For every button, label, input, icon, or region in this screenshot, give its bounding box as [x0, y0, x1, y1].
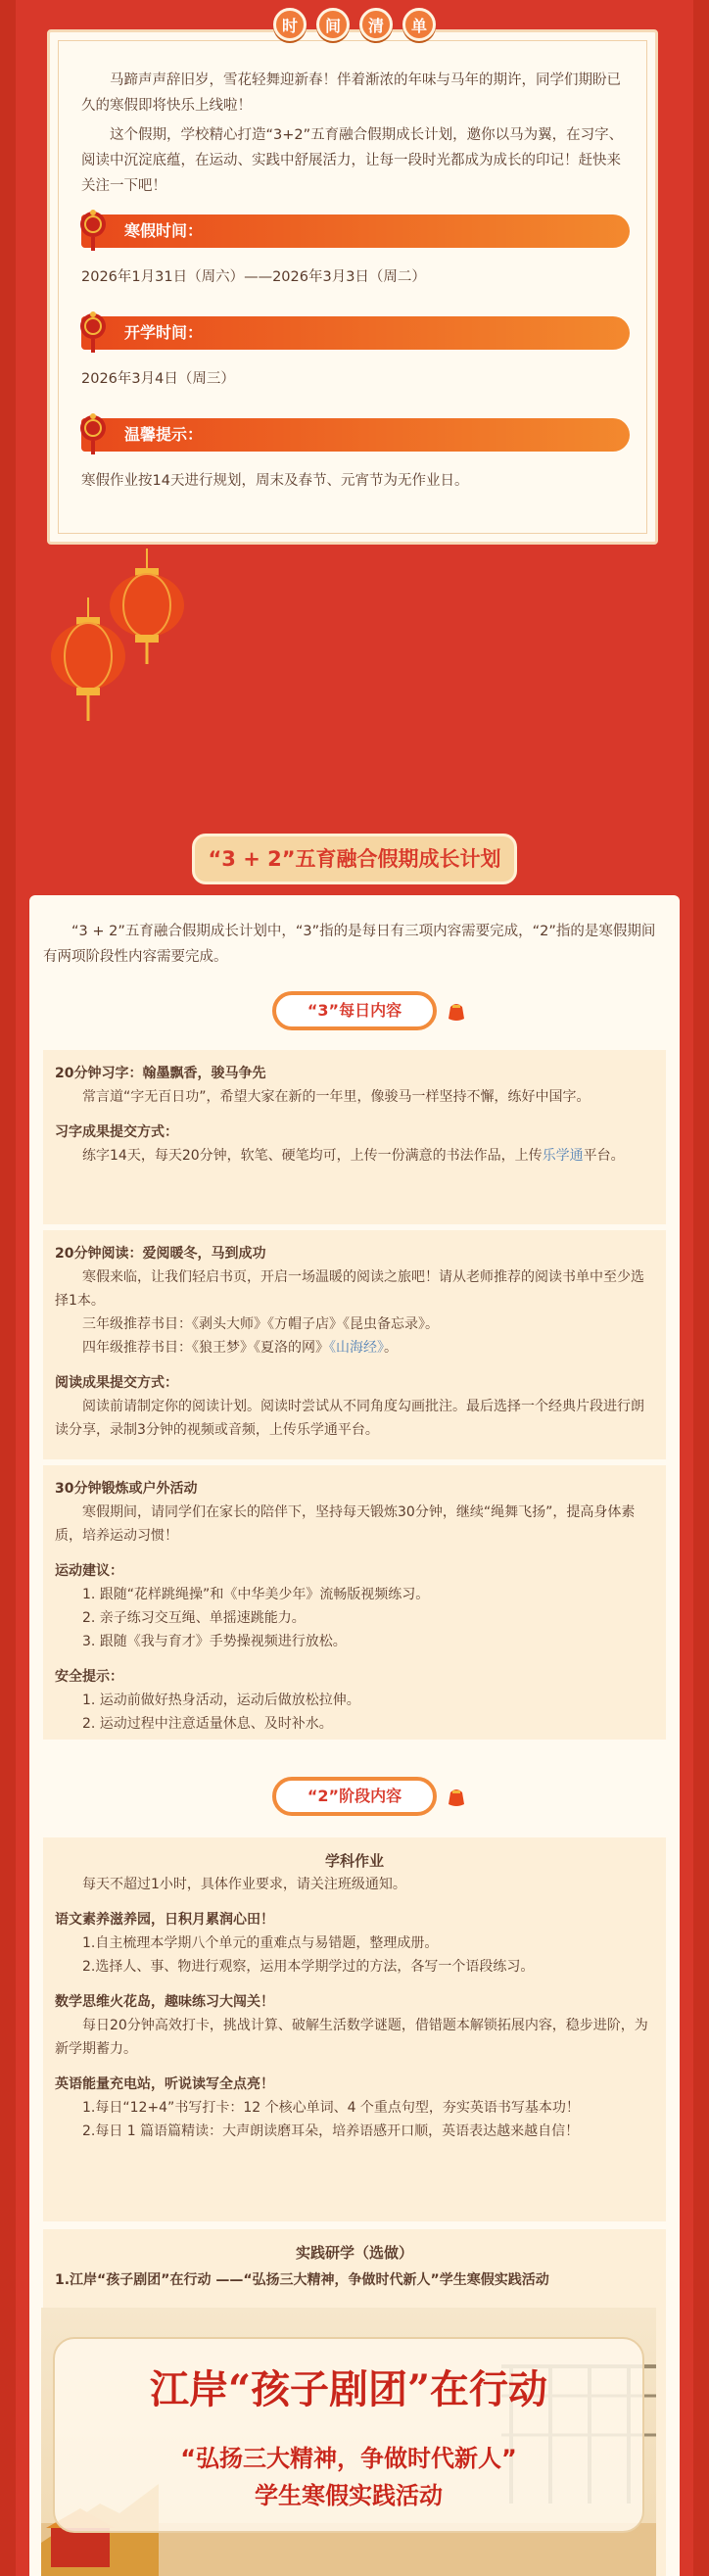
title-char: 时	[273, 8, 307, 41]
tips-text: 寒假作业按14天进行规划，周末及春节、元宵节为无作业日。	[81, 473, 469, 489]
calligraphy-block	[43, 1050, 666, 1224]
activity-poster	[41, 2308, 656, 2576]
safety-item: 1. 运动前做好热身活动，运动后做放松拉伸。	[82, 1693, 360, 1708]
grade4-books: 四年级推荐书目：《狼王梦》《夏洛的网》《山海经》。	[82, 1340, 398, 1356]
english-item: 1.每日“12+4”书写打卡：12 个核心单词、4 个重点句型，夯实英语书写基本功！	[82, 2100, 580, 2116]
calligraphy-submit-title: 习字成果提交方式：	[55, 1124, 178, 1140]
title-char: 清	[359, 8, 393, 41]
poster-title: 江岸“孩子剧团”在行动	[149, 2366, 547, 2412]
exercise-body: 寒假期间，请同学们在家长的陪伴下，坚持每天锻炼30分钟，继续“绳舞飞扬”，提高身体素质，培养运动习惯！	[55, 1504, 636, 1544]
math-title: 数学思维火花岛，趣味练习大闯关！	[55, 1994, 274, 2010]
lucky-bag-icon	[445, 1785, 468, 1808]
left-border	[0, 0, 16, 2576]
lexuetong-link[interactable]: 乐学通	[542, 1148, 584, 1164]
english-title: 英语能量充电站，听说读写全点亮！	[55, 2076, 274, 2092]
advice-item: 3. 跟随《我与育才》手势操视频进行放松。	[82, 1634, 347, 1649]
tips-header	[81, 418, 630, 452]
poster-subtitle: 学生寒假实践活动	[255, 2482, 443, 2509]
schedule-card	[47, 29, 658, 545]
school-start-header	[81, 316, 630, 350]
chinese-knot-icon	[73, 209, 113, 254]
right-border	[693, 0, 709, 2576]
chinese-knot-icon	[73, 310, 113, 356]
lucky-bag-icon	[445, 999, 468, 1023]
reading-submit-title: 阅读成果提交方式：	[55, 1375, 178, 1391]
practice-item: 1.江岸“孩子剧团”在行动 ——“弘扬三大精神，争做时代新人”学生寒假实践活动	[55, 2272, 549, 2288]
chinese-title: 语文素养滋养园，日积月累润心田！	[55, 1912, 274, 1928]
grade3-books: 三年级推荐书目：《剥头大师》《方帽子店》《昆虫备忘录》。	[82, 1316, 439, 1332]
exercise-title: 30分钟锻炼或户外活动	[55, 1481, 198, 1497]
math-body: 每日20分钟高效打卡，挑战计算、破解生活数学谜题，借错题本解锁拓展内容，稳步进阶，为新学期蓄力。	[55, 2018, 648, 2057]
intro-paragraph-1: 马蹄声声辞旧岁，雪花轻舞迎新春！伴着渐浓的年味与马年的期许，同学们期盼已久的寒假即将快乐上线啦！	[81, 72, 621, 114]
practice-title: 实践研学（选做）	[295, 2244, 413, 2262]
exercise-block	[43, 1465, 666, 1740]
winter-break-header	[81, 215, 630, 248]
school-start-date: 2026年3月4日（周三）	[81, 371, 235, 387]
calligraphy-title: 20分钟习字：翰墨飘香，骏马争先	[55, 1066, 266, 1081]
winter-break-label: 寒假时间：	[124, 221, 204, 240]
exercise-advice-title: 运动建议：	[55, 1563, 123, 1579]
plan-card	[29, 895, 680, 2576]
subject-homework-block	[43, 1837, 666, 2221]
intro-paragraph-2: 这个假期，学校精心打造“3+2”五育融合假期成长计划，邀你以马为翼，在习字、阅读中沉淀底蕴，在运动、实践中舒展活力，让每一段时光都成为成长的印记！赶快来关注一下吧！	[81, 127, 624, 194]
advice-item: 1. 跟随“花样跳绳操”和《中华美少年》流畅版视频练习。	[82, 1587, 430, 1602]
chinese-knot-icon	[73, 412, 113, 457]
subject-body: 每天不超过1小时，具体作业要求，请关注班级通知。	[82, 1877, 406, 1892]
safety-title: 安全提示：	[55, 1669, 123, 1685]
plan-title: “3 + 2”五育融合假期成长计划	[192, 834, 517, 884]
calligraphy-body: 常言道“字无百日功”，希望大家在新的一年里，像骏马一样坚持不懈，练好中国字。	[82, 1089, 591, 1105]
title-char: 间	[316, 8, 350, 41]
lantern-icon	[49, 549, 196, 744]
poster-subtitle: “弘扬三大精神，争做时代新人”	[180, 2445, 517, 2472]
tips-label: 温馨提示：	[124, 425, 204, 444]
winter-break-dates: 2026年1月31日（周六）——2026年3月3日（周二）	[81, 269, 426, 285]
reading-submit-body: 阅读前请制定你的阅读计划。阅读时尝试从不同角度勾画批注。最后选择一个经典片段进行朗读分享，录制3分钟的视频或音频，上传乐学通平台。	[55, 1399, 644, 1438]
stage-content-pill: “2”阶段内容	[272, 1777, 437, 1816]
title-char: 单	[402, 8, 436, 41]
daily-content-pill: “3”每日内容	[272, 991, 437, 1030]
reading-title: 20分钟阅读：爱阅暖冬，马到成功	[55, 1246, 266, 1262]
chinese-item: 1.自主梳理本学期八个单元的重难点与易错题，整理成册。	[82, 1935, 439, 1951]
safety-item: 2. 运动过程中注意适量休息、及时补水。	[82, 1716, 333, 1732]
calligraphy-submit-body: 练字14天，每天20分钟，软笔、硬笔均可，上传一份满意的书法作品，上传乐学通平台。	[82, 1148, 625, 1164]
advice-item: 2. 亲子练习交互绳、单摇速跳能力。	[82, 1610, 306, 1626]
shanhaijing-link[interactable]: 《山海经》	[329, 1340, 384, 1356]
reading-body: 寒假来临，让我们轻启书页，开启一场温暖的阅读之旅吧！请从老师推荐的阅读书单中至少选择1本。	[55, 1269, 644, 1309]
schedule-title	[0, 8, 709, 41]
intro-text	[81, 68, 624, 203]
school-start-label: 开学时间：	[124, 323, 204, 342]
subject-title: 学科作业	[324, 1852, 384, 1870]
plan-intro: “3 + 2”五育融合假期成长计划中，“3”指的是每日有三项内容需要完成，“2”指的是寒假期间有两项阶段性内容需要完成。	[43, 924, 656, 965]
reading-block	[43, 1230, 666, 1459]
english-item: 2.每日 1 篇语篇精读：大声朗读磨耳朵，培养语感开口顺，英语表达越来越自信！	[82, 2123, 580, 2139]
chinese-item: 2.选择人、事、物进行观察，运用本学期学过的方法，各写一个语段练习。	[82, 1959, 535, 1975]
